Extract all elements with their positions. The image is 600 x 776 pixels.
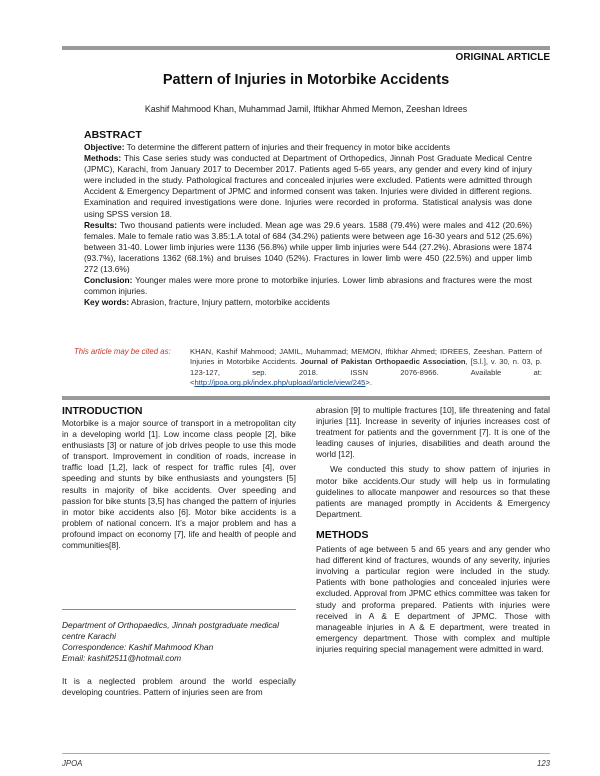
section-label: ORIGINAL ARTICLE <box>455 52 550 63</box>
abstract-body <box>84 142 532 308</box>
introduction-para-3: We conducted this study to show pattern of injuries in motor bike accidents.Our study will help us in formulating guidelines to allocate manpower and resources so that these patients are managed promptly in Accidents & Emergency Department. <box>316 464 550 519</box>
header-rule <box>62 46 550 50</box>
abstract-results: Results: Two thousand patients were included. Mean age was 29.6 years. 1588 (79.4%) were males and 412 (20.6%) females. Male to female ratio was 3.85:1.A total of 684 (34.2%) patients were between age 16-30 years and 512 (25.6%) between 31-40. Lower limb injuries were 1136 (56.8%) while upper limb injuries were 544 (27.2%). Abrasions were 1874 (93.7%), lacerations 1362 (68.1%) and bruises 1040 (52%). Fractures in lower limb were 450 (22.5%) and upper limb 272 (13.6%) <box>84 219 532 275</box>
introduction-heading: INTRODUCTION <box>62 405 143 417</box>
citation-label: This article may be cited as: <box>74 347 171 356</box>
divider-rule <box>62 396 550 400</box>
author-list: Kashif Mahmood Khan, Muhammad Jamil, Iftikhar Ahmed Memon, Zeeshan Idrees <box>144 104 468 114</box>
abstract-methods: Methods: This Case series study was conducted at Department of Orthopedics, Jinnah Post Graduate Medical Centre (JPMC), Karachi, from January 2017 to December 2017. Patients aged 5-65 years, any gender and every kind of injury were included in the study. Pathological fractures and concealed injuries were excluded. Patients were admitted through Accident & Emergency Department of JPMC and informed consent was taken. Injuries were divided in different regions. Examination and required investigations were done. Injuries were recorded in proforma. Statistical analysis was done using SPSS version 18. <box>84 153 532 219</box>
abstract-heading: ABSTRACT <box>84 129 142 141</box>
page-number: 123 <box>536 759 550 768</box>
footer-rule <box>62 753 550 754</box>
article-title: Pattern of Injuries in Motorbike Accidents <box>162 72 450 88</box>
abstract-objective: Objective: To determine the different pattern of injuries and their frequency in motor bike accidents <box>84 142 451 152</box>
introduction-para-2: abrasion [9] to multiple fractures [10], life threatening and fatal injuries [11]. Increase in severity of injuries increases cost of treatment for patients and the government [7]. It is one of the leading causes of injuries, disabilities and death around the world [12]. <box>316 405 550 460</box>
methods-heading: METHODS <box>316 528 369 541</box>
methods-body: Patients of age between 5 and 65 years and any gender who had different kind of fractures, wounds of any severity, injuries involving a particular region were included in the study. Patients with bone pathologies and concealed injuries were excluded. Approval from JPMC ethics committee was taken for study and proforma prepared. Patients with injuries were received in A & E department of JPMC. Those with manageable injuries in A & E department, were treated in emergency department. Those with complex and multiple injuries requiring special management were admitted in ward. <box>316 544 550 654</box>
correspondence-email: Email: kashif2511@hotmail.com <box>62 653 182 664</box>
citation-link[interactable]: http://jpoa.org.pk/index.php/upload/article/view/245 <box>194 378 366 388</box>
abstract-conclusion: Conclusion: Younger males were more prone to motorbike injuries. Lower limb abrasions and fractures were the most common injuries. <box>84 275 532 297</box>
correspondence-author: Correspondence: Kashif Mahmood Khan <box>62 642 214 653</box>
right-column <box>316 405 550 655</box>
introduction-body: Motorbike is a major source of transport in a metropolitan city in a developing world [1]. Low income class people [2], bike enthusiasts [3] or nature of job drives people to use this mode of transport. Improvement in condition of roads, increase in traffic load [1,2], lack of respect for traffic rules [4], over speeding and stunts by bike enthusiasts and youngsters [5] results in majority of bike accidents. Over speeding and passion for bike stunts [3,5] has changed the pattern of injuries in motor bike accidents also [6]. Motor bike accidents is a problem of national concern. It’s a major problem and has a profound impact on economy [7], life and health of people and communities[8]. <box>62 418 296 551</box>
affiliation: Department of Orthopaedics, Jinnah postgraduate medical centre Karachi <box>62 620 279 642</box>
introduction-continuation: It is a neglected problem around the world especially developing countries. Pattern of injuries seen are from <box>62 676 296 698</box>
footer-journal: JPOA <box>62 759 83 768</box>
citation-text: KHAN, Kashif Mahmood; JAMIL, Muhammad; MEMON, Iftikhar Ahmed; IDREES, Zeeshan. Pattern of Injuries in Motorbike Accidents. Journal of Pakistan Orthopaedic Association, [S.l.], v. 30, n. 03, p. 123-127, sep. 2018. ISSN 2076-8966. Available at: <http://jpoa.org.pk/index.php/upload/article/view/245>. <box>190 347 542 388</box>
abstract-keywords: Key words: Abrasion, fracture, Injury pattern, motorbike accidents <box>84 297 330 308</box>
footnote-rule <box>62 609 296 610</box>
correspondence-block <box>62 620 296 664</box>
